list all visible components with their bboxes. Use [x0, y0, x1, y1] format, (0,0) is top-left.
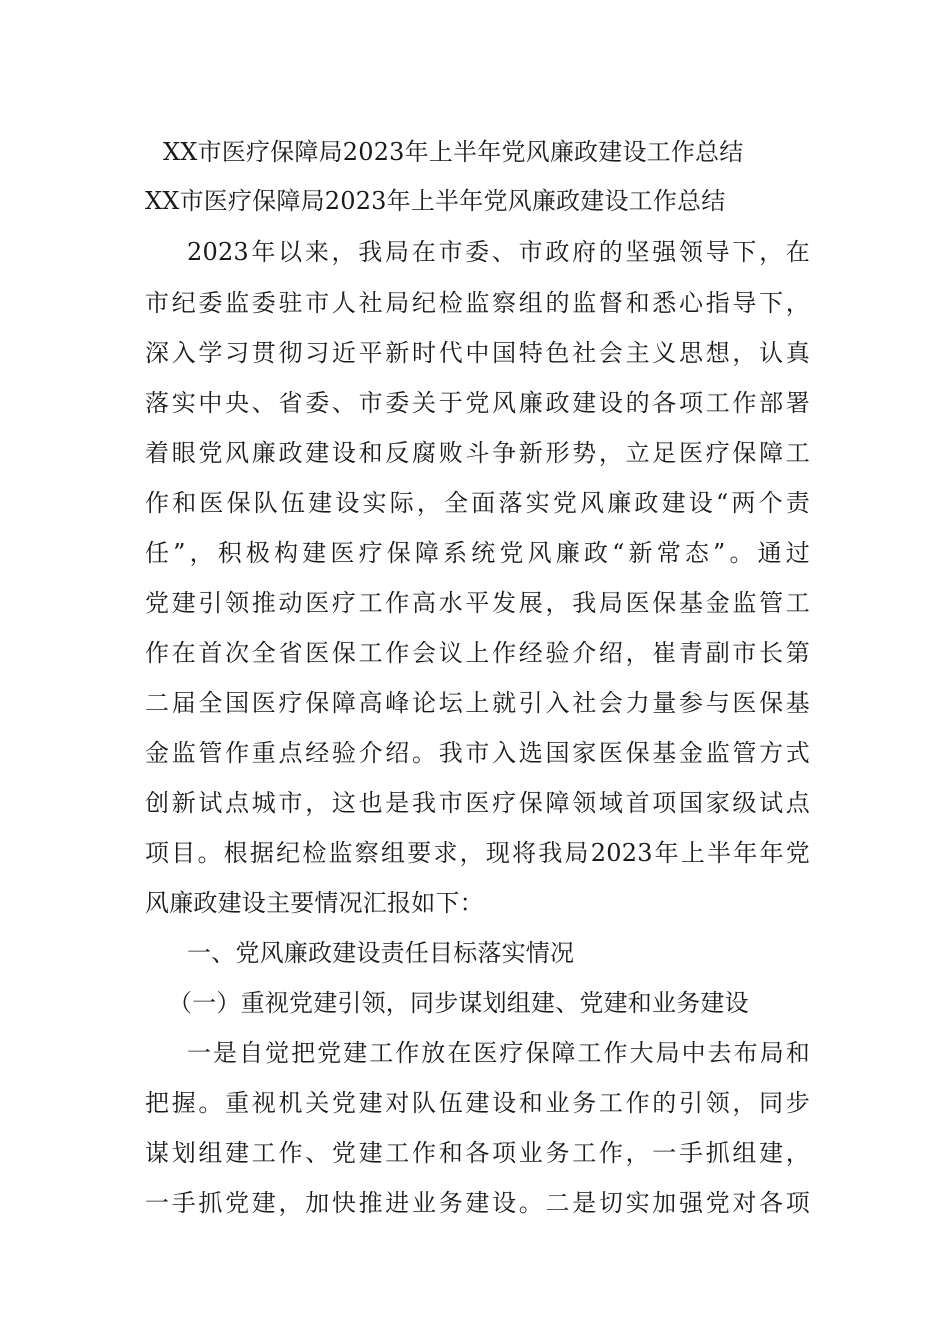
paragraph-line: 谋划组建工作、党建工作和各项业务工作，一手抓组建，: [145, 1139, 810, 1167]
document-title: XX市医疗保障局2023年上半年党风廉政建设工作总结: [163, 138, 744, 166]
paragraph-line: 二届全国医疗保障高峰论坛上就引入社会力量参与医保基: [145, 689, 810, 717]
paragraph-line: 作在首次全省医保工作会议上作经验介绍，崔青副市长第: [145, 639, 810, 667]
paragraph-line: 项目。根据纪检监察组要求，现将我局2023年上半年年党: [145, 839, 810, 867]
document-title-repeat: XX市医疗保障局2023年上半年党风廉政建设工作总结: [145, 187, 726, 215]
paragraph-line: 2023年以来，我局在市委、市政府的坚强领导下，在: [187, 238, 810, 266]
paragraph-line: 金监管作重点经验介绍。我市入选国家医保基金监管方式: [145, 739, 810, 767]
section-heading: 一、党风廉政建设责任目标落实情况: [187, 939, 575, 967]
paragraph-line: 把握。重视机关党建对队伍建设和业务工作的引领，同步: [145, 1089, 810, 1117]
paragraph-line: 深入学习贯彻习近平新时代中国特色社会主义思想，认真: [145, 339, 810, 367]
subsection-heading: （一）重视党建引领，同步谋划组建、党建和业务建设: [168, 989, 749, 1017]
paragraph-line: 党建引领推动医疗工作高水平发展，我局医保基金监管工: [145, 589, 810, 617]
paragraph-line: 一是自觉把党建工作放在医疗保障工作大局中去布局和: [187, 1039, 810, 1067]
paragraph-line: 市纪委监委驻市人社局纪检监察组的监督和悉心指导下，: [145, 289, 810, 317]
paragraph-line: 一手抓党建，加快推进业务建设。二是切实加强党对各项: [145, 1189, 810, 1217]
paragraph-line: 风廉政建设主要情况汇报如下：: [145, 889, 484, 917]
paragraph-line: 着眼党风廉政建设和反腐败斗争新形势，立足医疗保障工: [145, 439, 810, 467]
paragraph-line: 创新试点城市，这也是我市医疗保障领域首项国家级试点: [145, 789, 810, 817]
paragraph-line: 作和医保队伍建设实际，全面落实党风廉政建设“两个责: [145, 489, 810, 517]
paragraph-line: 落实中央、省委、市委关于党风廉政建设的各项工作部署: [145, 389, 810, 417]
paragraph-line: 任”，积极构建医疗保障系统党风廉政“新常态”。通过: [145, 539, 810, 567]
